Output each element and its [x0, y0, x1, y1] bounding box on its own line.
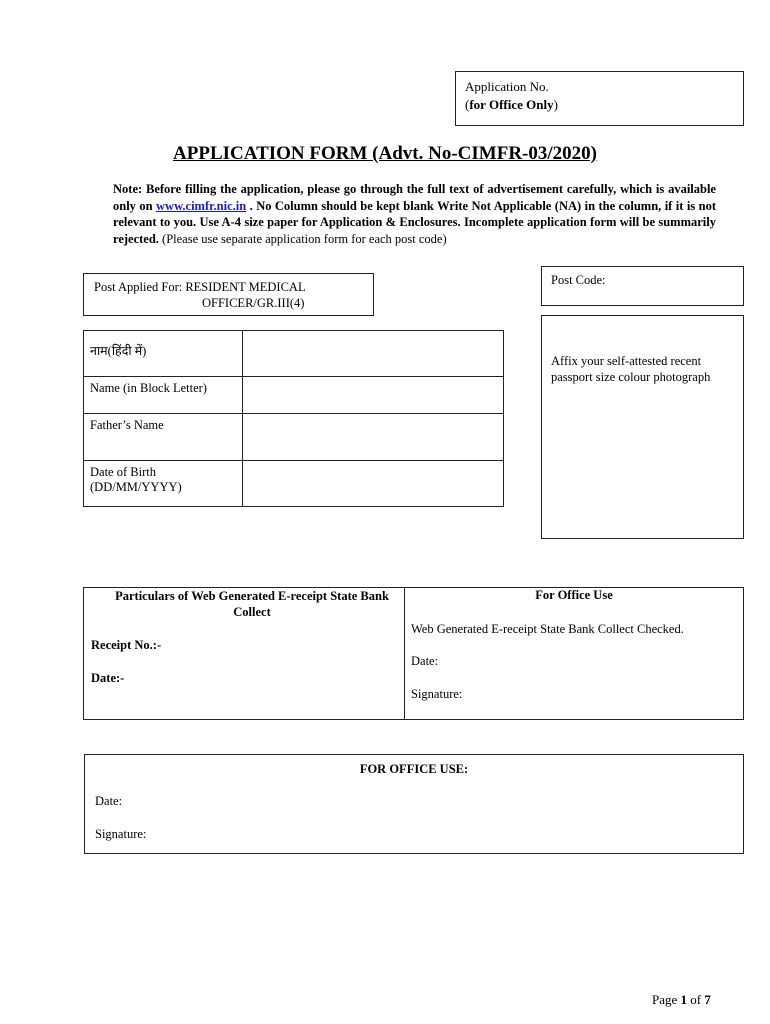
table-row [84, 331, 504, 377]
post-applied-box [83, 273, 374, 316]
field-value-father-name[interactable] [243, 414, 504, 461]
application-no-label: Application No. [465, 79, 549, 94]
office-use-cell [405, 588, 744, 720]
office-only-note: (for Office Only) [465, 97, 558, 112]
table-row [84, 588, 744, 720]
receipt-cell [84, 588, 405, 720]
post-applied-label: Post Applied For: RESIDENT MEDICAL [94, 280, 306, 294]
field-label-name-hindi: नाम(हिंदी में) [84, 331, 243, 377]
field-label-dob: Date of Birth (DD/MM/YYYY) [84, 461, 243, 507]
field-value-name-block[interactable] [243, 377, 504, 414]
field-value-dob[interactable] [243, 461, 504, 507]
photo-box [541, 315, 744, 539]
field-label-father-name: Father’s Name [84, 414, 243, 461]
field-label-name-block: Name (in Block Letter) [84, 377, 243, 414]
table-row [84, 377, 504, 414]
office-signature-label: Signature: [411, 687, 463, 701]
receipt-checked-text: Web Generated E-receipt State Bank Collect Checked. [411, 622, 684, 636]
table-row [84, 461, 504, 507]
website-link[interactable]: www.cimfr.nic.in [156, 198, 247, 213]
office-box-date-label: Date: [95, 794, 123, 808]
receipt-heading: Particulars of Web Generated E-receipt State Bank Collect [115, 589, 389, 619]
office-date-label: Date: [411, 654, 439, 668]
photo-instruction: Affix your self-attested recent passport size colour photograph [551, 354, 711, 384]
office-use-box [84, 754, 744, 854]
office-box-signature-label: Signature: [95, 827, 147, 841]
receipt-no-label: Receipt No.:- [91, 638, 162, 652]
instruction-note: Note: Before filling the application, please go through the full text of advertisement carefully, which is available only on www.cimfr.nic.in . No Column should be kept blank Write Not Applicable (NA) in the column, if it is not relevant to you. Use A-4 size paper for Application & Enclosures. Incomplete application form will be summarily rejected. (Please use separate application form for each post code) [113, 182, 716, 246]
form-title: APPLICATION FORM (Advt. No-CIMFR-03/2020) [173, 143, 597, 164]
post-applied-value: OFFICER/GR.III(4) [202, 296, 305, 310]
receipt-table [83, 587, 744, 720]
receipt-date-label: Date:- [91, 671, 125, 685]
field-value-name-hindi[interactable] [243, 331, 504, 377]
post-code-box[interactable] [541, 266, 744, 306]
office-use-heading: For Office Use [535, 588, 613, 602]
table-row [84, 414, 504, 461]
office-use-box-heading: FOR OFFICE USE: [359, 762, 469, 776]
personal-details-table [83, 330, 504, 507]
application-no-box [455, 71, 744, 126]
page-number: Page 1 of 7 [652, 992, 711, 1007]
post-code-label: Post Code: [551, 273, 606, 287]
